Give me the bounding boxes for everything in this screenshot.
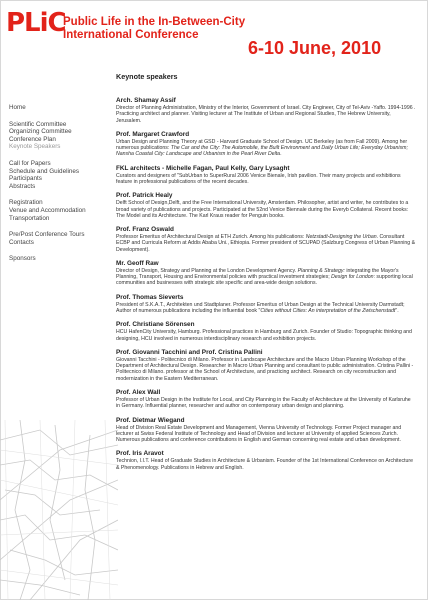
speaker-bio <box>116 105 416 124</box>
nav-link-participants[interactable]: Participants <box>9 175 42 183</box>
speaker-bio <box>116 458 416 470</box>
speaker-entry <box>116 389 416 409</box>
speaker-name: Prof. Thomas Sieverts <box>116 293 184 301</box>
speaker-entry <box>116 260 416 287</box>
nav-link-schedule-and-guidelines[interactable]: Schedule and Guidelines <box>9 167 80 175</box>
main-content <box>116 74 416 478</box>
page-heading: Keynote speakers <box>116 72 178 81</box>
nav-link-scientific-committee[interactable]: Scientific Committee <box>9 120 67 128</box>
speaker-bio-text: Head of Division Real Estate Development and Management, Vienna University of Technology. Former Project manager and lecturer at Swiss Federal Institute of Technology and Head of Division and lecturer at University of applied Sciences Zurich. Numerous publications and conference contributions in English and German concerning real estate and urban development. <box>116 424 402 443</box>
speaker-entry <box>116 321 416 341</box>
speaker-bio-italic: Planning & Strategy: <box>297 267 345 274</box>
speaker-bio-text: ". <box>395 307 399 314</box>
nav-link-organizing-committee[interactable]: Organizing Committee <box>9 128 72 136</box>
nav-link-call-for-papers[interactable]: Call for Papers <box>9 159 51 167</box>
nav-link-sponsors[interactable]: Sponsors <box>9 255 36 263</box>
nav-link-contacts[interactable]: Contacts <box>9 238 34 246</box>
speaker-bio-text: Technion, I.I.T. Head of Graduate Studies in Architecture & Urbanism. Founder of the 1st International Conference on Architecture & Phenomenology. Publications in Hebrew and English. <box>116 458 414 471</box>
plic-logo[interactable]: PLiC <box>6 8 66 38</box>
side-navigation <box>9 104 119 263</box>
speaker-bio-text: President of S.K.A.T., Architekten und Stadtplaner. Professor Emeritus of Urban Design at the Technical University Darmstadt; Author of numerous publications including the influential book " <box>116 301 405 314</box>
nav-link-home[interactable]: Home <box>9 104 26 111</box>
speaker-bio <box>116 397 416 409</box>
speaker-name: Prof. Giovanni Tacchini and Prof. Cristina Pallini <box>116 348 263 356</box>
speaker-bio <box>116 425 416 444</box>
speaker-bio-text: . Consultant ECBP and Curricula Reform at Addis Ababa Uni., Ethiopia. Former president of SCUPAD (Salzburg Congress of Urban Planning & Development). <box>116 234 416 253</box>
nav-link-pre-post-conference-tours[interactable]: Pre/Post Conference Tours <box>9 231 85 239</box>
nav-gap <box>9 190 119 199</box>
conference-date: 6-10 June, 2010 <box>248 38 382 58</box>
speaker-name: Prof. Patrick Healy <box>116 192 173 200</box>
speaker-bio-text: Curators and designers of "SubUrban to SuperRural 2006 Venice Bienale, Irish pavilion. Their many projects and exhibitions feature in professional publications of the recent decades. <box>116 172 401 185</box>
nav-gap <box>9 222 119 231</box>
speaker-bio <box>116 173 416 185</box>
conference-title-line1: Public Life in the In-Between-City <box>63 16 246 28</box>
nav-link-registration[interactable]: Registration <box>9 199 43 207</box>
speaker-name: Prof. Franz Oswald <box>116 226 174 234</box>
speaker-bio <box>116 302 416 314</box>
nav-gap <box>9 246 119 255</box>
speaker-entry <box>116 97 416 124</box>
speaker-bio <box>116 268 416 287</box>
speaker-name: Prof. Alex Wall <box>116 388 161 396</box>
speaker-name: Prof. Dietmar Wiegand <box>116 416 185 424</box>
speaker-entry <box>116 417 416 444</box>
speaker-bio-italic: Netzstadt-Designing the Urban <box>305 234 377 241</box>
speaker-bio-text: Director of Design, Strategy and Planning at the London Development Agency. <box>116 267 298 274</box>
speaker-name: Prof. Margaret Crawford <box>116 131 190 138</box>
nav-link-conference-plan[interactable]: Conference Plan <box>9 135 56 143</box>
speaker-bio-text: Giovanni Tacchini - Politecnico di Milano. Professor in Landscape Architecture and the Macro Urban Planning Workshop of the Department of Architectural Design. Researcher in Macro Urban Planning and consultant to public administration. Cristina Pallini - Politecnico di Milano. professor at the School of Architecture, and practicing architect. Research on city reconstruction and modernization in the Eastern Mediterranean. <box>116 356 414 382</box>
speaker-entry <box>116 450 416 470</box>
speaker-bio-text: . <box>280 151 282 158</box>
nav-gap <box>9 151 119 160</box>
speaker-name: Arch. Shamay Assif <box>116 97 176 105</box>
speaker-list <box>116 97 416 471</box>
speaker-bio <box>116 200 416 219</box>
speaker-entry <box>116 226 416 253</box>
conference-title-line2: International Conference <box>63 29 199 41</box>
speaker-bio-text: HCU HafenCity University, Hamburg. Professional practices in Hamburg and Zurich. Founder of Studio: Topographic thinking and designing, HCU involved in numerous interdisciplinary research and exhibition projects. <box>116 329 412 342</box>
speaker-bio <box>116 139 416 158</box>
nav-link-venue-and-accommodation[interactable]: Venue and Accommodation <box>9 206 86 214</box>
nav-gap <box>9 112 119 121</box>
speaker-name: Mr. Geoff Raw <box>116 259 159 267</box>
nav-link-keynote-speakers[interactable]: Keynote Speakers <box>9 143 61 151</box>
speaker-bio-text: Professor of Urban Design in the Institute for Local, and City Planning in the Faculty of Architecture at the University of Karlsruhe in Germany. Influential planner, researcher and author on contemporary urban design and planning. <box>116 396 411 410</box>
speaker-bio-text: Urban Design and Planning Theory at GSD - Harvard Graduate School of Design. UC Berkeley (as from Fall 2009). Among her numerous publications: <box>116 139 408 152</box>
speaker-bio-text: Director of Planning Administration, Ministry of the Interior, Government of Israel. City Engineer, City of Tel-Aviv -Yaffo. 1994-1996 . Practicing architect and planner. Visiting lecturer at The Institute of Urban and Regional Studies, The Hebrew University, Jerusalem. <box>116 105 416 124</box>
speaker-name: Prof. Christiane Sörensen <box>116 321 195 329</box>
nav-link-abstracts[interactable]: Abstracts <box>9 182 36 190</box>
speaker-bio <box>116 329 416 341</box>
speaker-bio-text: integrating the Mayor's Planning, Transport, Housing and Environmental policies with practical investment strategies; <box>116 267 399 281</box>
nav-link-transportation[interactable]: Transportation <box>9 214 50 222</box>
speaker-bio <box>116 234 416 253</box>
speaker-entry <box>116 131 416 158</box>
speaker-bio-italic: Design for London <box>331 274 374 281</box>
speaker-entry <box>116 349 416 382</box>
speaker-entry <box>116 192 416 219</box>
speaker-name: FKL architects - Michelle Fagan, Paul Kelly, Gary Lysaght <box>116 164 290 172</box>
speaker-name: Prof. Iris Aravot <box>116 450 164 458</box>
speaker-entry <box>116 294 416 314</box>
speaker-bio <box>116 357 416 382</box>
speaker-entry <box>116 165 416 185</box>
speaker-bio-text: Delft School of Design,Delft, and the Free International University, Amsterdam. Philosopher, artist and writer, he contributes to a broad variety of publications and projects. Participated at the 52nd Venice Biennale during the Everyb Collateral. Recent books: The Model and its Architecture. The Karl Kraus reader for Penguin books. <box>116 200 409 219</box>
speaker-bio-text: Professor Emeritus of Architectural Design at ETH Zurich. Among his publications: <box>116 234 306 241</box>
city-map-decoration <box>0 420 118 600</box>
speaker-bio-text: : supporting local communities and businesses with strategic site specific and area-wide design solutions. <box>116 274 413 287</box>
speaker-bio-italic: The Car and the City: The Automobile, the Built Environment and Daily Urban Life; Everyday Urbanism; Nansha Coastal City: Landscape and Urbanism in the Pearl River Delta <box>116 145 408 158</box>
speaker-bio-italic: Cities without Cities: An interpretation of the Zwischenstadt <box>260 307 396 314</box>
